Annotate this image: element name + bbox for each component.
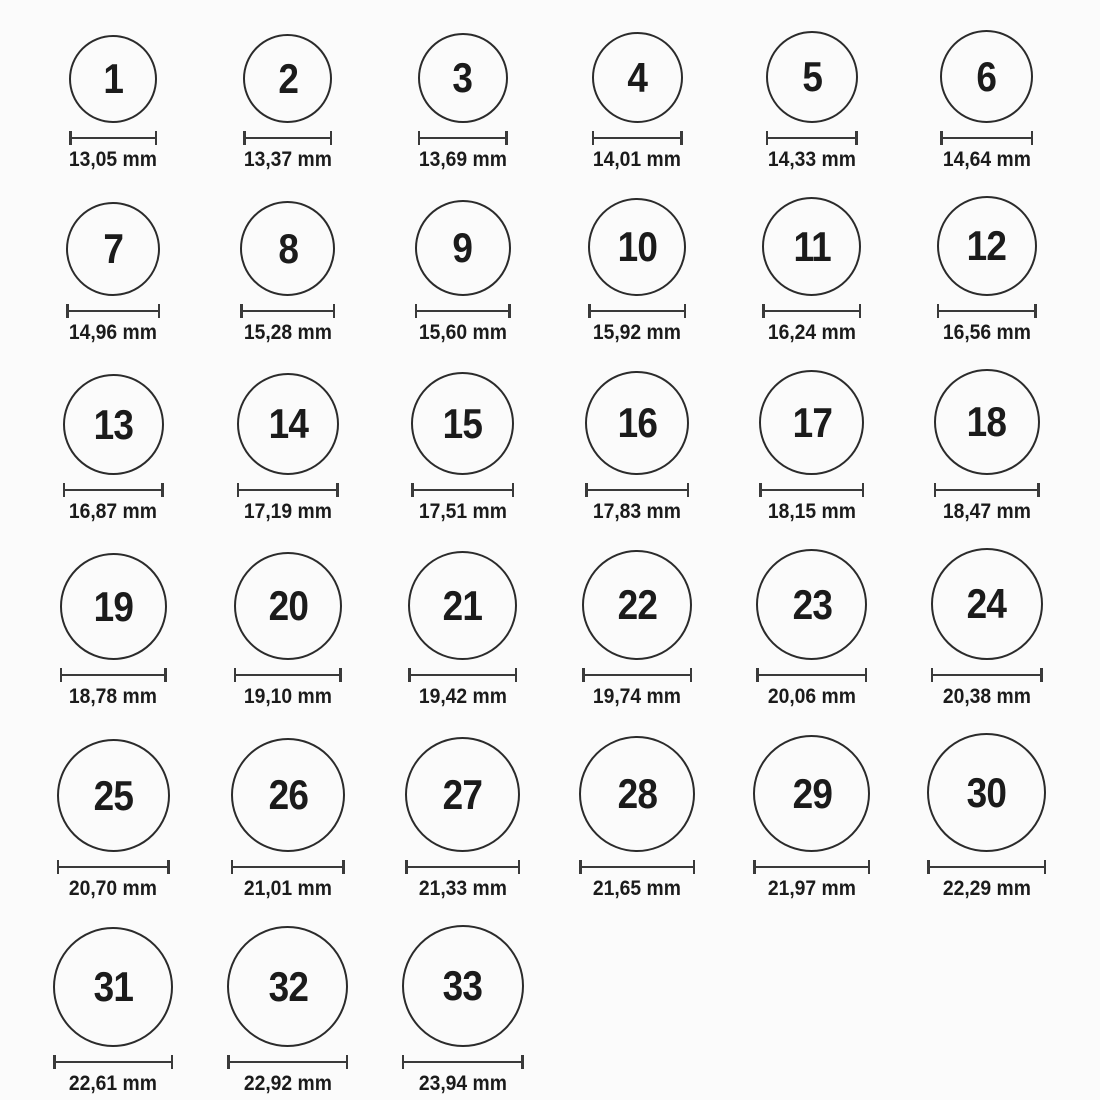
ring-size-cell [550,736,725,901]
measure-right-tick-icon [336,483,339,497]
diameter-measure-line [57,860,170,874]
measure-right-tick-icon [1031,131,1034,145]
ring-circle [579,736,695,852]
diameter-label: 14,96 mm [69,321,158,344]
ring-circle [231,738,345,852]
ring-size-number: 30 [966,768,1007,816]
measure-bar [768,137,855,140]
measure-bar [765,310,859,313]
measure-right-tick-icon [508,304,511,318]
measure-bar [594,137,680,140]
ring-size-number: 28 [617,770,658,817]
measure-right-tick-icon [164,668,167,682]
ring-size-number: 19 [93,582,134,630]
ring-size-number: 8 [278,224,298,272]
ring-circle [762,197,861,296]
diameter-measure-line [418,131,508,145]
measure-bar [59,866,167,869]
ring-circle [66,202,160,296]
measure-bar [417,310,508,313]
ring-circle [585,371,689,475]
measure-right-tick-icon [687,483,690,497]
measure-bar [759,674,865,677]
ring-size-number: 17 [792,398,832,446]
measure-right-tick-icon [865,668,868,682]
diameter-label: 18,47 mm [942,500,1031,523]
ring-size-cell [550,550,725,709]
measure-bar [69,310,158,313]
measure-right-tick-icon [346,1055,349,1069]
measure-right-tick-icon [859,304,862,318]
diameter-label: 16,24 mm [767,321,857,344]
ring-size-number: 6 [976,52,997,100]
ring-size-cell [899,30,1074,172]
ring-size-number: 24 [966,580,1007,627]
ring-size-cell [201,926,376,1096]
diameter-label: 19,74 mm [593,685,682,708]
diameter-measure-line [585,483,689,497]
ring-size-cell [725,197,900,345]
diameter-measure-line [588,304,686,318]
measure-bar [762,489,862,492]
ring-size-number: 10 [617,223,658,270]
ring-circle [934,369,1040,475]
measure-right-tick-icon [693,860,696,874]
measure-bar [408,866,518,869]
diameter-label: 22,61 mm [69,1072,158,1095]
ring-circle [766,31,858,123]
diameter-measure-line [931,668,1043,682]
ring-circle [240,201,335,296]
diameter-measure-line [234,668,342,682]
measure-right-tick-icon [167,860,170,874]
measure-bar [930,866,1044,869]
ring-size-cell [26,739,201,901]
measure-right-tick-icon [518,860,521,874]
diameter-measure-line [934,483,1040,497]
ring-circle [937,196,1037,296]
measure-right-tick-icon [515,668,518,682]
ring-size-number: 2 [278,54,298,102]
diameter-measure-line [579,860,695,874]
diameter-label: 13,69 mm [418,148,507,171]
diameter-measure-line [753,860,870,874]
ring-size-cell [26,553,201,709]
ring-size-number: 5 [802,53,822,100]
measure-right-tick-icon [155,131,158,145]
diameter-label: 15,28 mm [243,321,333,344]
measure-bar [233,866,342,869]
ring-size-cell [201,201,376,345]
ring-circle [927,733,1046,852]
diameter-measure-line [227,1055,348,1069]
ring-size-number: 9 [452,224,473,271]
diameter-label: 15,60 mm [418,321,507,344]
measure-right-tick-icon [171,1055,174,1069]
ring-circle [592,32,683,123]
ring-size-cell [375,33,550,172]
ring-size-cell [899,733,1074,901]
measure-right-tick-icon [521,1055,524,1069]
ring-circle [940,30,1033,123]
diameter-measure-line [405,860,520,874]
diameter-label: 22,92 mm [243,1072,333,1095]
ring-size-number: 22 [617,581,658,628]
ring-circle [759,370,864,475]
diameter-label: 21,01 mm [243,877,333,900]
ring-size-number: 7 [103,225,124,272]
diameter-label: 16,87 mm [69,500,158,523]
ring-size-number: 15 [442,399,483,447]
measure-right-tick-icon [868,860,871,874]
measure-right-tick-icon [342,860,345,874]
ring-size-number: 26 [268,771,308,818]
ring-size-cell [375,200,550,345]
diameter-label: 15,92 mm [593,321,682,344]
ring-size-cell [375,925,550,1096]
ring-size-number: 4 [627,53,648,101]
ring-size-number: 23 [792,580,832,628]
ring-circle [582,550,692,660]
measure-right-tick-icon [855,131,858,145]
diameter-measure-line [408,668,517,682]
ring-circle [69,35,157,123]
diameter-measure-line [243,131,332,145]
measure-bar [65,489,161,492]
diameter-measure-line [402,1055,524,1069]
ring-size-number: 32 [268,962,308,1010]
ring-size-cell [899,369,1074,524]
ring-circle [60,553,167,660]
ring-size-cell [26,35,201,172]
ring-size-cell [375,551,550,709]
ring-circle [234,552,342,660]
diameter-label: 13,37 mm [243,148,333,171]
ring-circle [411,372,514,475]
diameter-label: 14,33 mm [767,148,857,171]
diameter-label: 16,56 mm [942,321,1031,344]
diameter-measure-line [60,668,167,682]
diameter-label: 21,65 mm [593,877,682,900]
measure-bar [243,310,333,313]
ring-circle [418,33,508,123]
ring-size-number: 3 [452,54,473,101]
ring-size-cell [550,371,725,524]
diameter-measure-line [927,860,1046,874]
measure-right-tick-icon [158,304,161,318]
ring-size-cell [26,202,201,345]
measure-bar [588,489,687,492]
measure-bar [420,137,505,140]
diameter-measure-line [411,483,514,497]
measure-bar [585,674,690,677]
diameter-label: 14,64 mm [942,148,1031,171]
ring-size-number: 29 [792,769,832,817]
ring-size-number: 14 [268,400,308,447]
diameter-measure-line [231,860,345,874]
ring-size-cell [26,927,201,1096]
measure-bar [404,1061,521,1064]
measure-bar [246,137,330,140]
measure-bar [230,1061,346,1064]
diameter-measure-line [592,131,683,145]
measure-right-tick-icon [339,668,342,682]
ring-circle [237,373,339,475]
measure-bar [411,674,515,677]
ring-size-cell [725,370,900,524]
ring-size-cell [899,196,1074,345]
ring-size-number: 18 [966,398,1007,445]
ring-size-cell [725,549,900,709]
measure-bar [414,489,512,492]
ring-circle [57,739,170,852]
diameter-label: 13,05 mm [69,148,158,171]
ring-size-number: 27 [442,770,483,818]
ring-size-cell [375,737,550,901]
measure-bar [236,674,339,677]
ring-size-number: 31 [93,963,134,1010]
measure-right-tick-icon [505,131,508,145]
measure-bar [591,310,684,313]
measure-bar [56,1061,171,1064]
diameter-measure-line [762,304,861,318]
diameter-label: 21,33 mm [418,877,507,900]
diameter-measure-line [240,304,335,318]
ring-size-cell [725,31,900,172]
diameter-measure-line [53,1055,173,1069]
ring-circle [588,198,686,296]
diameter-label: 19,10 mm [243,685,333,708]
ring-circle [415,200,511,296]
ring-size-cell [201,373,376,524]
measure-right-tick-icon [1040,668,1043,682]
diameter-measure-line [415,304,511,318]
measure-bar [582,866,693,869]
ring-circle [243,34,332,123]
ring-size-number: 25 [93,771,134,819]
measure-bar [933,674,1040,677]
ring-circle [408,551,517,660]
diameter-label: 18,15 mm [767,500,857,523]
measure-bar [936,489,1037,492]
measure-right-tick-icon [1034,304,1037,318]
ring-size-cell [201,738,376,901]
diameter-label: 23,94 mm [418,1072,507,1095]
diameter-label: 17,83 mm [593,500,682,523]
ring-size-cell [899,548,1074,709]
ring-circle [63,374,164,475]
ring-size-cell [375,372,550,524]
ring-size-number: 13 [93,400,134,448]
diameter-label: 19,42 mm [418,685,507,708]
ring-size-number: 16 [617,399,658,446]
ring-circle [402,925,524,1047]
measure-right-tick-icon [330,131,333,145]
diameter-label: 20,06 mm [767,685,857,708]
ring-size-cell [201,34,376,172]
measure-right-tick-icon [161,483,164,497]
measure-right-tick-icon [333,304,336,318]
ring-circle [756,549,867,660]
ring-circle [931,548,1043,660]
ring-size-number: 33 [442,962,483,1009]
measure-bar [756,866,868,869]
ring-size-cell [201,552,376,709]
diameter-label: 17,19 mm [243,500,333,523]
measure-bar [62,674,164,677]
measure-right-tick-icon [1044,860,1047,874]
diameter-measure-line [63,483,164,497]
measure-bar [239,489,336,492]
ring-size-cell [725,735,900,901]
measure-bar [939,310,1034,313]
diameter-measure-line [766,131,858,145]
ring-size-number: 21 [442,581,483,629]
diameter-measure-line [940,131,1033,145]
measure-right-tick-icon [684,304,687,318]
measure-right-tick-icon [690,668,693,682]
measure-right-tick-icon [1037,483,1040,497]
ring-size-cell [26,374,201,524]
diameter-label: 20,38 mm [942,685,1031,708]
ring-size-number: 11 [793,222,831,270]
ring-circle [53,927,173,1047]
diameter-label: 17,51 mm [418,500,507,523]
diameter-measure-line [69,131,157,145]
diameter-label: 21,97 mm [767,877,857,900]
ring-size-number: 12 [966,222,1007,269]
diameter-measure-line [759,483,864,497]
ring-size-cell [550,32,725,172]
ring-circle [753,735,870,852]
diameter-measure-line [756,668,867,682]
ring-size-number: 1 [103,55,124,102]
ring-grid [26,30,1074,1096]
ring-size-number: 20 [268,582,308,629]
measure-bar [72,137,155,140]
ring-circle [405,737,520,852]
ring-circle [227,926,348,1047]
diameter-label: 20,70 mm [69,877,158,900]
measure-right-tick-icon [862,483,865,497]
diameter-measure-line [66,304,160,318]
measure-right-tick-icon [512,483,515,497]
diameter-label: 14,01 mm [593,148,682,171]
measure-right-tick-icon [680,131,683,145]
diameter-label: 18,78 mm [69,685,158,708]
diameter-label: 22,29 mm [942,877,1031,900]
diameter-measure-line [582,668,692,682]
measure-bar [943,137,1031,140]
ring-size-cell [550,198,725,345]
diameter-measure-line [937,304,1037,318]
diameter-measure-line [237,483,339,497]
